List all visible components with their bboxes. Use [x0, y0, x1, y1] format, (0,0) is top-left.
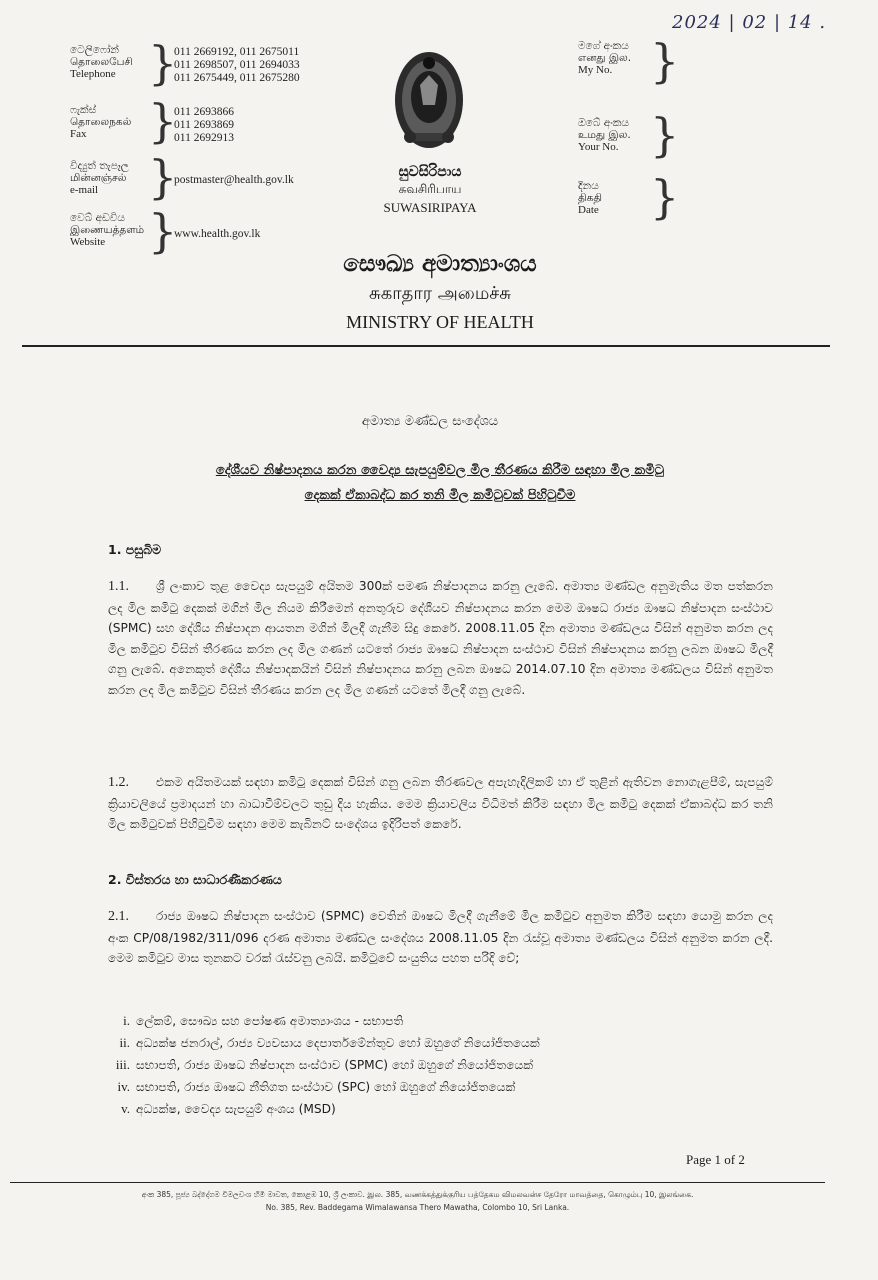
- website-label-si: වෙබ් අඩවිය: [70, 212, 125, 224]
- my-no-label: [578, 40, 631, 76]
- your-no-label: [578, 117, 631, 153]
- your-no-label-si: ඔබේ අංකය: [578, 117, 629, 129]
- footer-address-line-2: No. 385, Rev. Baddegama Wimalawansa Thero Mawatha, Colombo 10, Sri Lanka.: [265, 1203, 570, 1212]
- paragraph-1-2-text: එකම අයිතමයක් සඳහා කමිටු දෙකක් විසින් ගනු ලබන තීරණවල අපැහැදිලිකම් හා ඒ තුළින් ඇතිවන නොගැළපීම්, සැපයුම් ක්‍රියාවලියේ ප්‍රමාදයන් හා බාධාවීම්වලට තුඩු දිය හැකිය. මෙම ක්‍රියාවලිය විධිමත් කිරීම සඳහා මිල කමිටු දෙකක් ඒකාබද්ධ කර තනි මිල කමිටුවක් පිහිටුවීම සඳහා මෙම කැබිනට් සංදේශය ඉදිරිපත් කෙරේ.: [108, 775, 773, 831]
- fax-label: [70, 104, 131, 140]
- email-brace: }: [148, 150, 178, 204]
- ministry-name-ta: சுகாதார அமைச்சு: [368, 283, 512, 304]
- list-item: [100, 1054, 540, 1076]
- committee-list: [100, 1010, 540, 1120]
- my-no-brace: }: [650, 34, 680, 88]
- subject-line-1: දේශීයව නිෂ්පාදනය කරන වෛද්‍ය සැපයුම්වල මිල තීරණය කිරීම සඳහා මිල කමිටු: [215, 463, 665, 478]
- telephone-value-2: 011 2698507, 011 2694033: [174, 59, 300, 71]
- your-no-brace: }: [650, 108, 680, 162]
- telephone-label: [70, 44, 133, 80]
- paragraph-2-1-number: 2.1.: [108, 909, 129, 924]
- suwasiripaya-si: සුවසිරිපාය: [398, 164, 462, 180]
- list-item-number: v.: [121, 1101, 130, 1116]
- list-item-number: iv.: [117, 1079, 130, 1094]
- paragraph-1-1-number: 1.1.: [108, 579, 129, 594]
- list-item: [100, 1032, 540, 1054]
- email-label-si: විද්‍යුත් තැපෑල: [70, 160, 129, 172]
- paragraph-2-1-text: රාජ්‍ය ඖෂධ නිෂ්පාදන සංස්ථාව (SPMC) වෙතින් ඖෂධ මිලදී ගැනීමේ මිල කමිටුව අනුමත කිරීම සඳහා යොමු කරන ලද අංක CP/08/1982/311/096 දරණ අමාත්‍ය මණ්ඩල සංදේශය 2008.11.05 දින රැස්වූ අමාත්‍ය මණ්ඩලය විසින් අනුමත කරන ලදී. මෙම කමිටුව මාස තුනකට වරක් රැස්වනු ලබයි. කමිටුවේ සංයුතිය පහත පරිදි වේ;: [108, 909, 773, 965]
- my-no-label-en: My No.: [578, 64, 613, 76]
- email-label-ta: மின்னஞ்சல்: [70, 172, 127, 184]
- sri-lanka-emblem-icon: [390, 45, 468, 155]
- list-item-number: i.: [123, 1013, 130, 1028]
- paragraph-2-1: [108, 906, 773, 969]
- handwritten-date: 2024 | 02 | 14 .: [672, 12, 827, 33]
- footer-divider: [10, 1182, 825, 1183]
- paragraph-1-1: [108, 576, 773, 700]
- list-item: [100, 1010, 540, 1032]
- section-2-title: 2. විස්තරය හා සාධාරණීකරණය: [108, 872, 282, 887]
- suwasiripaya-en: SUWASIRIPAYA: [383, 200, 477, 215]
- section-1-title: 1. පසුබිම: [108, 542, 162, 557]
- paragraph-1-2-number: 1.2.: [108, 775, 129, 790]
- list-item: [100, 1098, 540, 1120]
- list-item: [100, 1076, 540, 1098]
- list-item-text: සභාපති, රාජ්‍ය ඖෂධ නිෂ්පාදන සංස්ථාව (SPMC) හෝ ඔහුගේ නියෝජිතයෙක්: [136, 1058, 534, 1072]
- telephone-label-ta: தொலைபேசி: [70, 56, 133, 68]
- telephone-value-1: 011 2669192, 011 2675011: [174, 46, 300, 58]
- date-label-si: දිනය: [578, 180, 599, 192]
- date-brace: }: [650, 170, 680, 224]
- date-label-en: Date: [578, 204, 599, 216]
- list-item-text: ලේකම්, සෞඛ්‍ය සහ පෝෂණ අමාත්‍යාංශය - සභාපති: [136, 1014, 404, 1028]
- fax-values: [174, 106, 234, 145]
- telephone-value-3: 011 2675449, 011 2675280: [174, 72, 300, 84]
- list-item-number: ii.: [119, 1035, 130, 1050]
- fax-label-ta: தொலைநகல்: [70, 116, 132, 128]
- list-item-number: iii.: [115, 1057, 130, 1072]
- telephone-brace: }: [148, 36, 178, 90]
- date-label-ta: திகதி: [578, 192, 602, 204]
- ministry-name-en: MINISTRY OF HEALTH: [346, 312, 534, 332]
- paragraph-1-1-text: ශ්‍රී ලංකාව තුළ වෛද්‍ය සැපයුම් අයිතම 300ක් පමණ නිෂ්පාදනය කරනු ලැබේ. අමාත්‍ය මණ්ඩල අනුමැතිය මත පත්කරන ලද මිල කමිටු දෙකක් මගින් මිල නියම කිරීමෙන් අනතුරුව දේශීයව නිෂ්පාදනය කරන මෙම ඖෂධ රාජ්‍ය ඖෂධ නිෂ්පාදන සංස්ථාව (SPMC) සහ දේශීය නිෂ්පාදන ආයතන මගින් මිලදී ගැනීම සිදු කෙරේ. 2008.11.05 දින අමාත්‍ය මණ්ඩලය විසින් අනුමත කරන ලද මිල කමිටුව විසින් තීරණය කරන ලද මිල ගණන් යටතේ රාජ්‍ය ඖෂධ නිෂ්පාදන සංස්ථාව විසින් නිෂ්පාදනය කරනු ලබන ඖෂධ මිලදී ගනු ලැබේ. අනෙකුත් දේශීය නිෂ්පාදකයින් විසින් නිෂ්පාදනය කරනු ලබන ඖෂධ 2014.07.10 දින අමාත්‍ය මණ්ඩලය විසින් අනුමත කරන ලද මිල කමිටුව විසින් තීරණය කරන ලද මිල ගණන් යටතේ මිලදී ගනු ලැබේ.: [108, 579, 773, 697]
- fax-label-si: ෆැක්ස්: [70, 104, 97, 116]
- ministry-name-si: සෞඛ්‍ය අමාත්‍යාංශය: [343, 250, 537, 277]
- fax-value-1: 011 2693866: [174, 106, 234, 118]
- your-no-label-ta: உமது இல.: [578, 129, 631, 141]
- telephone-values: [174, 46, 300, 85]
- header-divider: [22, 345, 830, 347]
- telephone-label-en: Telephone: [70, 68, 116, 80]
- website-label: [70, 212, 144, 248]
- email-label: [70, 160, 129, 196]
- your-no-label-en: Your No.: [578, 141, 619, 153]
- website-label-ta: இணையத்தளம்: [70, 224, 145, 236]
- fax-brace: }: [148, 94, 178, 148]
- date-label: [578, 180, 602, 216]
- email-label-en: e-mail: [70, 184, 99, 196]
- list-item-text: සභාපති, රාජ්‍ය ඖෂධ නීතිගත සංස්ථාව (SPC) හෝ ඔහුගේ නියෝජිතයෙක්: [136, 1080, 516, 1094]
- website-brace: }: [148, 204, 178, 258]
- fax-label-en: Fax: [70, 128, 87, 140]
- my-no-label-ta: எனது இல.: [578, 52, 632, 64]
- footer-address: [10, 1188, 825, 1214]
- fax-value-3: 011 2692913: [174, 132, 234, 144]
- paragraph-1-2: [108, 772, 773, 835]
- list-item-text: අධ්‍යක්ෂ ජනරාල්, රාජ්‍ය ව්‍යවසාය දෙපාර්තමේන්තුව හෝ ඔහුගේ නියෝජිතයෙක්: [136, 1036, 540, 1050]
- footer-address-line-1: අංක 385, පූජ්‍ය බද්දේගම විමලවංශ හිමි මාවත, කොළඹ 10, ශ්‍රී ලංකාව. இல. 385, வணக்கத்துக்குரிய பத்தேகம விமலவன்ச தேரோ மாவத்தை, கொழும்பு 10, இலங்கை.: [141, 1190, 694, 1199]
- website-label-en: Website: [70, 236, 106, 248]
- my-no-label-si: මගේ අංකය: [578, 40, 629, 52]
- website-value: www.health.gov.lk: [174, 228, 261, 240]
- list-item-text: අධ්‍යක්ෂ, වෛද්‍ය සැපයුම් අංශය (MSD): [136, 1102, 336, 1116]
- email-value: postmaster@health.gov.lk: [174, 174, 294, 186]
- page-number: Page 1 of 2: [686, 1152, 745, 1167]
- suwasiripaya-ta: சுவசிரிபாய: [398, 182, 462, 196]
- subject-heading: [100, 458, 780, 508]
- document-type: අමාත්‍ය මණ්ඩල සංදේශය: [361, 414, 499, 429]
- fax-value-2: 011 2693869: [174, 119, 234, 131]
- subject-line-2: දෙකක් ඒකාබද්ධ කර තනි මිල කමිටුවක් පිහිටුවීම: [304, 488, 576, 503]
- telephone-label-si: ටෙලිෆෝන්: [70, 44, 119, 56]
